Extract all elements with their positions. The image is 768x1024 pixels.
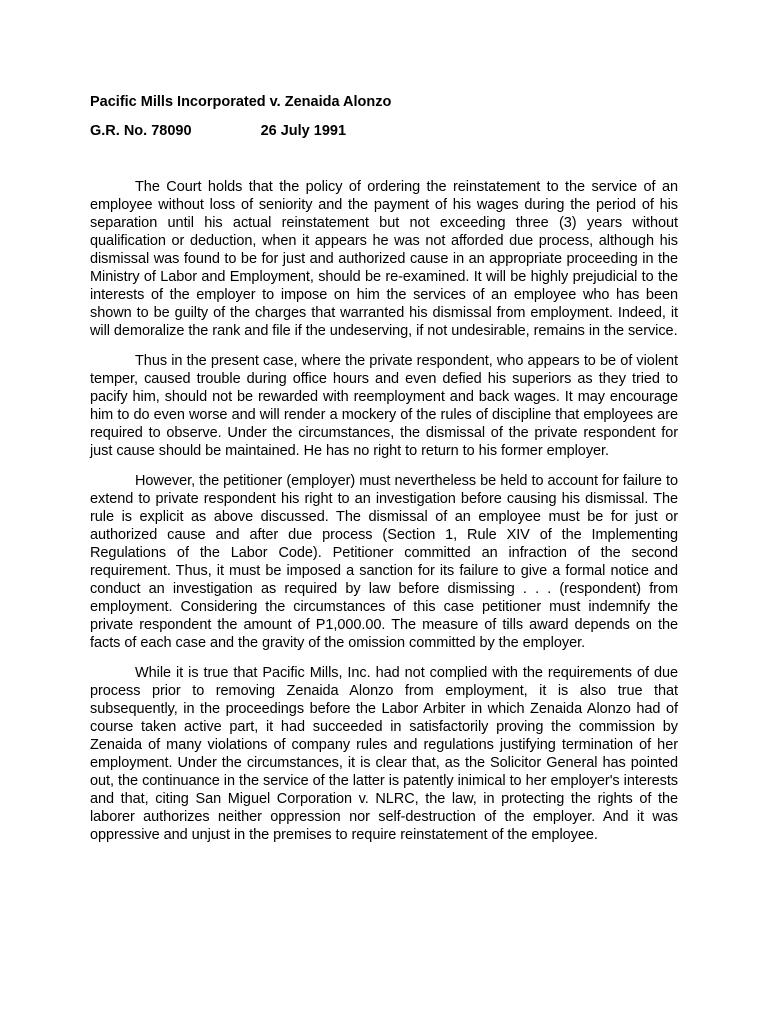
decision-date: 26 July 1991 — [260, 123, 347, 139]
document-body — [90, 178, 678, 844]
paragraph: The Court holds that the policy of ordering the reinstatement to the service of an employee without loss of seniority and the payment of his wages during the period of his separation until his actual reinstatement but not exceeding three (3) years without qualification or deduction, when it appears he was not afforded due process, although his dismissal was found to be for just and authorized cause in an appropriate proceeding in the Ministry of Labor and Employment, should be re-examined. It will be highly prejudicial to the interests of the employer to impose on him the services of an employee who has been shown to be guilty of the charges that warranted his dismissal from employment. Indeed, it will demoralize the rank and file if the undeserving, if not undesirable, remains in the service. — [90, 179, 678, 339]
paragraph: While it is true that Pacific Mills, Inc. had not complied with the requirements of due process prior to removing Zenaida Alonzo from employment, it is also true that subsequently, in the proceedings before the Labor Arbiter in which Zenaida Alonzo had of course taken active part, it had succeeded in satisfactorily proving the commission by Zenaida of many violations of company rules and regulations justifying termination of her employment. Under the circumstances, it is clear that, as the Solicitor General has pointed out, the continuance in the service of the latter is patently inimical to her employer's interests and that, citing San Miguel Corporation v. NLRC, the law, in protecting the rights of the laborer authorizes neither oppression nor self-destruction of the employer. And it was oppressive and unjust in the premises to require reinstatement of the employee. — [90, 665, 678, 843]
gr-number: G.R. No. 78090 — [90, 123, 192, 139]
document-page — [90, 92, 678, 856]
paragraph: Thus in the present case, where the private respondent, who appears to be of violent temper, caused trouble during office hours and even defied his superiors as they tried to pacify him, should not be rewarded with reemployment and back wages. It may encourage him to do even worse and will render a mockery of the rules of discipline that employees are required to observe. Under the circumstances, the dismissal of the private respondent for just cause should be maintained. He has no right to return to his former employer. — [90, 353, 678, 459]
case-title: Pacific Mills Incorporated v. Zenaida Alonzo — [90, 94, 392, 110]
paragraph: However, the petitioner (employer) must nevertheless be held to account for failure to extend to private respondent his right to an investigation before causing his dismissal. The rule is explicit as above discussed. The dismissal of an employee must be for just or authorized cause and after due process (Section 1, Rule XIV of the Implementing Regulations of the Labor Code). Petitioner committed an infraction of the second requirement. Thus, it must be imposed a sanction for its failure to give a formal notice and conduct an investigation as required by law before dismissing . . . (respondent) from employment. Considering the circumstances of this case petitioner must indemnify the private respondent the amount of P1,000.00. The measure of tills award depends on the facts of each case and the gravity of the omission committed by the employer. — [90, 473, 678, 651]
case-meta — [90, 121, 678, 141]
